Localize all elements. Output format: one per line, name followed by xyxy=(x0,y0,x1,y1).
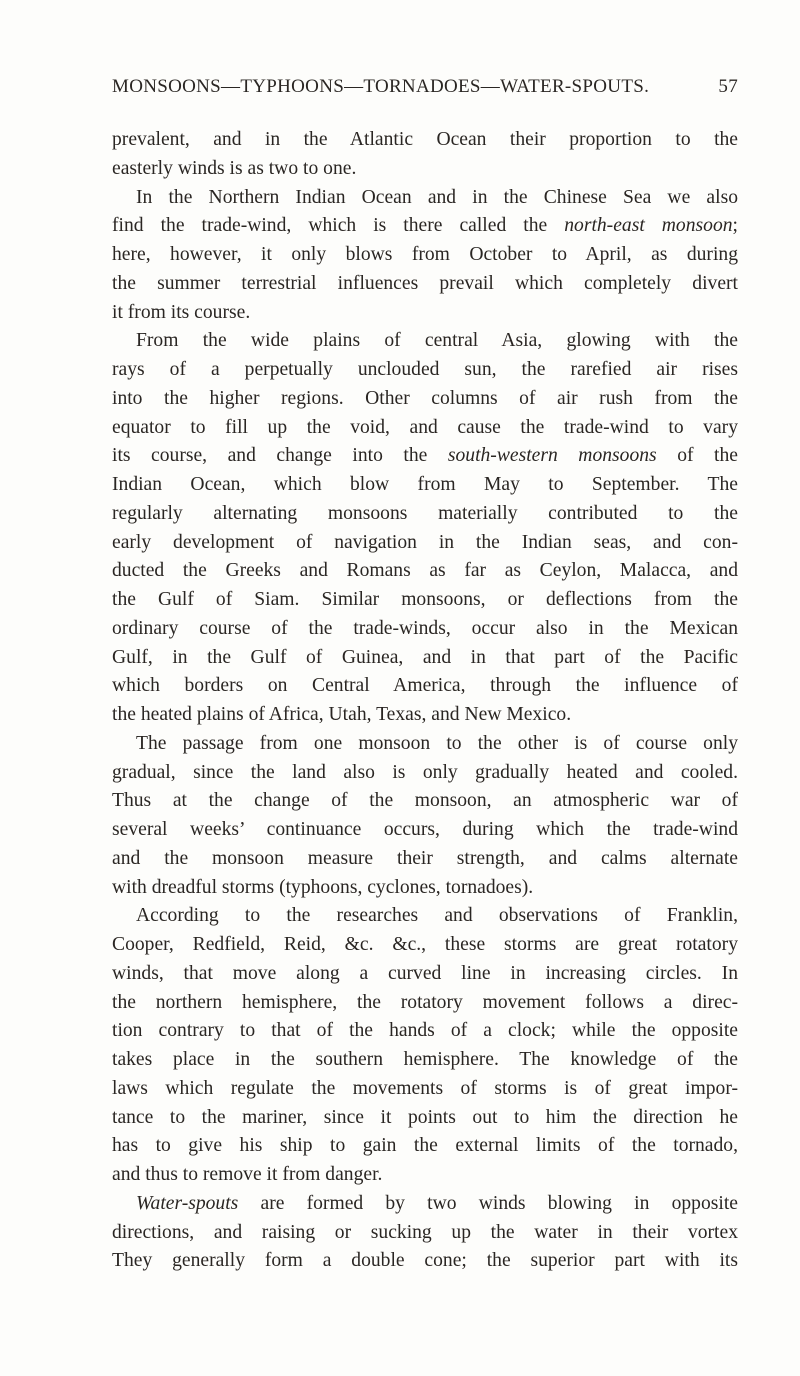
text-line xyxy=(112,1247,738,1276)
text-segment: takes place in the southern hemisphere. The knowledge of the xyxy=(112,1049,738,1070)
text-segment: According to the researches and observations of Franklin, xyxy=(136,905,738,927)
text-line xyxy=(112,1161,738,1190)
text-segment: easterly winds is as two to one. xyxy=(112,157,357,179)
text-segment: gradual, since the land also is only gradually heated and cooled. xyxy=(112,761,738,783)
text-segment: the heated plains of Africa, Utah, Texas, and New Mexico. xyxy=(112,704,572,725)
text-segment: tance to the mariner, since it points out to him the direction he xyxy=(112,1106,738,1128)
text-segment: the summer terrestrial influences prevail which completely divert xyxy=(112,272,738,294)
text-segment: From the wide plains of central Asia, glowing with the xyxy=(136,330,738,352)
text-segment: tion contrary to that of the hands of a clock; while the opposite xyxy=(112,1020,738,1042)
text-line xyxy=(112,787,738,816)
text-segment: ducted the Greeks and Romans as far as Ceylon, Malacca, and xyxy=(112,560,738,582)
text-segment: Indian Ocean, which blow from May to September. The xyxy=(112,474,738,495)
text-line xyxy=(112,327,738,356)
text-line xyxy=(112,644,738,673)
text-line xyxy=(112,730,738,759)
text-line xyxy=(112,672,738,701)
page-number: 57 xyxy=(718,76,738,97)
text-line xyxy=(112,1075,738,1104)
text-line xyxy=(112,126,738,155)
text-line xyxy=(112,1017,738,1046)
text-segment: into the higher regions. Other columns of air rush from the xyxy=(112,387,738,409)
text-line xyxy=(112,1219,738,1248)
text-line xyxy=(112,500,738,529)
text-line xyxy=(112,586,738,615)
text-line xyxy=(112,931,738,960)
text-line xyxy=(112,701,738,730)
text-segment: laws which regulate the movements of storms is of great impor- xyxy=(112,1077,738,1099)
text-segment: Cooper, Redfield, Reid, &c. &c., these storms are great rotatory xyxy=(112,934,738,955)
text-segment: and the monsoon measure their strength, and calms alternate xyxy=(112,847,738,869)
text-segment: find the trade-wind, which is there called the xyxy=(112,215,565,237)
text-line xyxy=(112,1104,738,1133)
text-line xyxy=(112,1132,738,1161)
text-segment: the northern hemisphere, the rotatory movement follows a direc- xyxy=(112,991,738,1013)
text-line xyxy=(112,845,738,874)
text-segment: its course, and change into the xyxy=(112,445,448,467)
text-segment: and thus to remove it from danger. xyxy=(112,1164,383,1185)
text-segment: several weeks’ continuance occurs, during which the trade-wind xyxy=(112,819,738,840)
italic-term: south-western monsoons xyxy=(447,445,657,467)
text-line xyxy=(112,414,738,443)
text-line xyxy=(112,874,738,903)
text-segment: regularly alternating monsoons materially contributed to the xyxy=(112,502,738,524)
text-segment: are formed by two winds blowing in opposite xyxy=(238,1192,738,1214)
text-line xyxy=(112,902,738,931)
text-line xyxy=(112,529,738,558)
text-line xyxy=(112,557,738,586)
italic-term: Water-spouts xyxy=(136,1192,239,1214)
text-segment: rays of a perpetually unclouded sun, the rarefied air rises xyxy=(112,359,738,380)
running-header xyxy=(112,76,738,106)
text-segment: the Gulf of Siam. Similar monsoons, or deflections from the xyxy=(112,589,738,610)
italic-term: north-east monsoon xyxy=(564,215,733,237)
text-line xyxy=(112,385,738,414)
text-line xyxy=(112,356,738,385)
text-line xyxy=(112,1190,738,1219)
text-line xyxy=(112,615,738,644)
header-title: MONSOONS—TYPHOONS—TORNADOES—WATER-SPOUTS. xyxy=(112,76,650,97)
text-line xyxy=(112,212,738,241)
text-line xyxy=(112,241,738,270)
text-line xyxy=(112,471,738,500)
text-segment: The passage from one monsoon to the other is of course only xyxy=(136,732,738,754)
text-segment: In the Northern Indian Ocean and in the Chinese Sea we also xyxy=(136,186,738,208)
text-segment: of the xyxy=(656,445,738,467)
text-segment: which borders on Central America, through the influence of xyxy=(112,675,738,697)
text-line xyxy=(112,299,738,328)
text-line xyxy=(112,155,738,184)
text-segment: directions, and raising or sucking up the water in their vortex xyxy=(112,1221,738,1243)
text-segment: winds, that move along a curved line in increasing circles. In xyxy=(112,962,738,984)
text-line xyxy=(112,816,738,845)
text-segment: Thus at the change of the monsoon, an atmospheric war of xyxy=(112,790,738,812)
text-line xyxy=(112,184,738,213)
text-line xyxy=(112,989,738,1018)
text-segment: prevalent, and in the Atlantic Ocean their proportion to the xyxy=(112,129,738,150)
text-line xyxy=(112,442,738,471)
text-segment: has to give his ship to gain the external limits of the tornado, xyxy=(112,1135,738,1157)
text-segment: with dreadful storms (typhoons, cyclones, tornadoes). xyxy=(112,876,534,898)
text-segment: equator to fill up the void, and cause the trade-wind to vary xyxy=(112,416,738,438)
body-text xyxy=(112,126,738,1276)
text-segment: it from its course. xyxy=(112,301,251,323)
text-line xyxy=(112,1046,738,1075)
text-segment: Gulf, in the Gulf of Guinea, and in that part of the Pacific xyxy=(112,646,738,668)
text-segment: They generally form a double cone; the superior part with its xyxy=(112,1250,738,1272)
text-line xyxy=(112,960,738,989)
text-segment: ; xyxy=(732,215,738,237)
text-segment: here, however, it only blows from October to April, as during xyxy=(112,244,738,265)
text-segment: early development of navigation in the Indian seas, and con- xyxy=(112,531,738,553)
text-line xyxy=(112,270,738,299)
text-line xyxy=(112,759,738,788)
text-segment: ordinary course of the trade-winds, occur also in the Mexican xyxy=(112,617,738,639)
